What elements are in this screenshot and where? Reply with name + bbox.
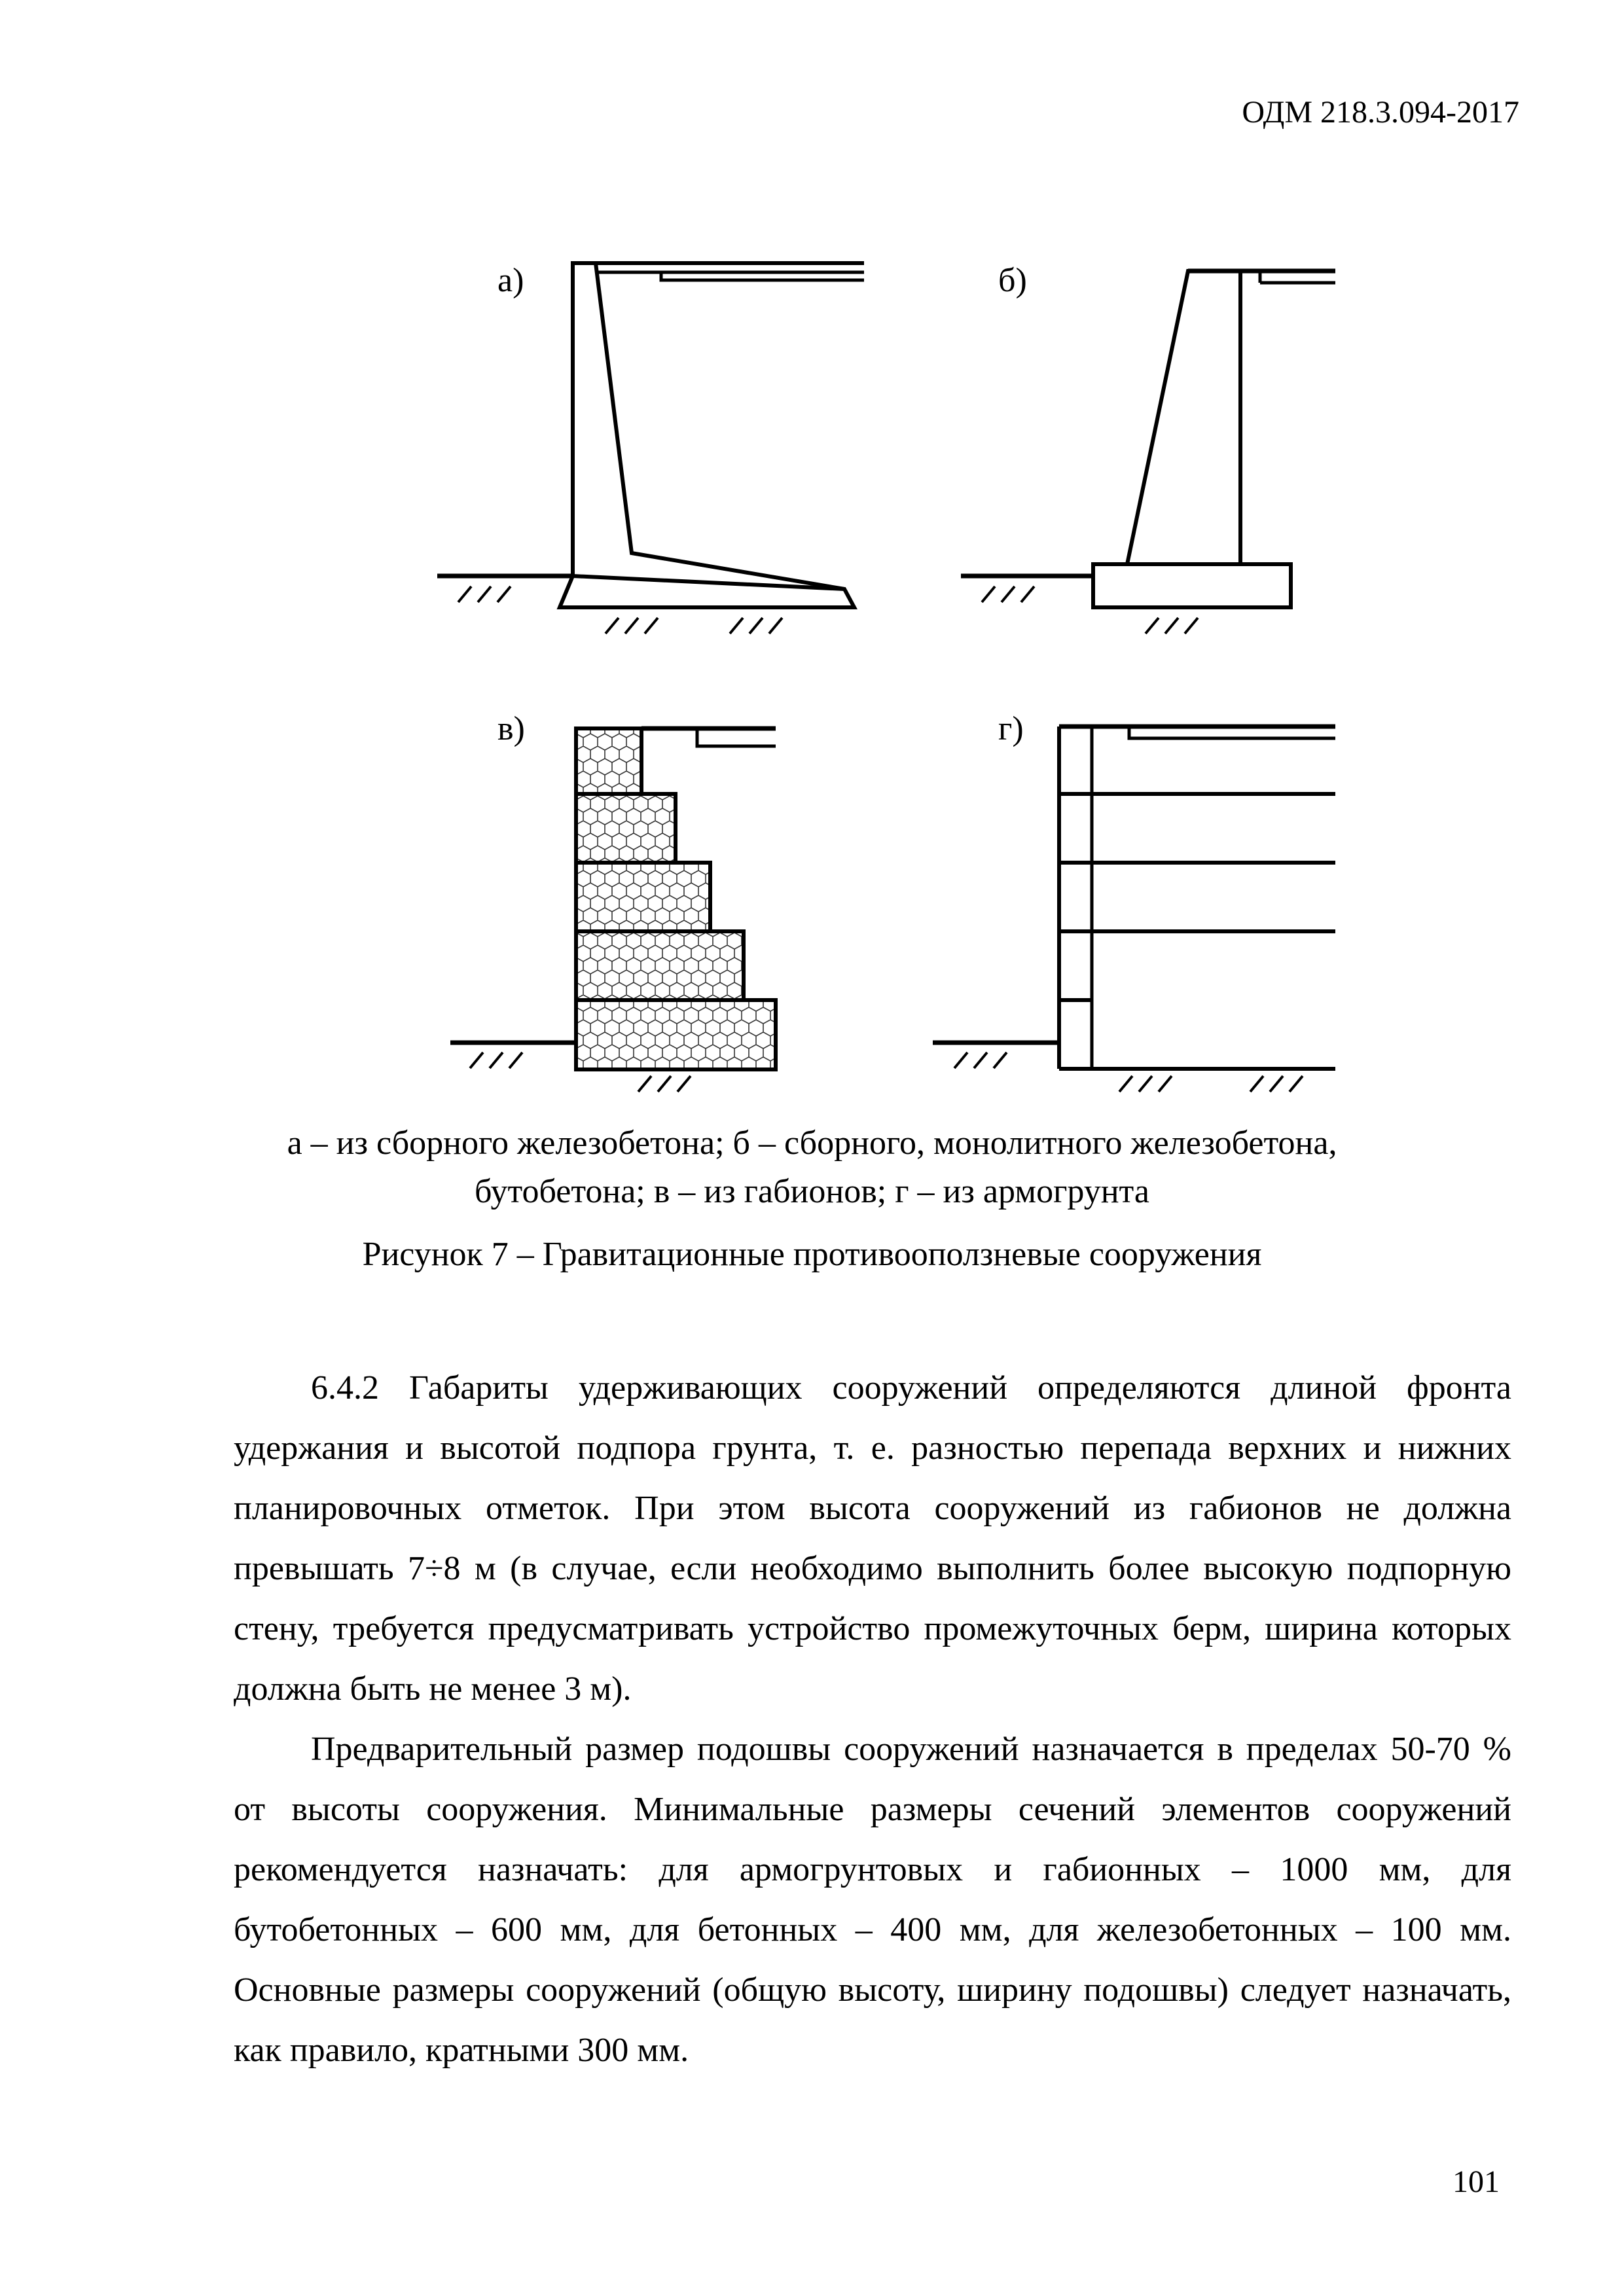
label-a: а) bbox=[497, 262, 524, 299]
label-b: б) bbox=[998, 262, 1027, 299]
panel-v-gabion-wall bbox=[450, 728, 776, 1092]
paragraph-6-4-2: 6.4.2 Габариты удерживающих сооружений определяются длиной фронта удержания и высотой подпора грунта, т. е. разностью перепада верхних и нижних планировочных отметок. При этом высота сооружений из габионов не должна превышать 7÷8 м (в случае, если необходимо выполнить более высокую подпорную стену, требуется предусматривать устройство промежуточных берм, ширина которых должна быть не менее 3 м). bbox=[234, 1369, 1511, 1708]
panel-a-precast-wall bbox=[437, 263, 864, 634]
figure-7 bbox=[0, 0, 1624, 1113]
label-v: в) bbox=[497, 710, 525, 747]
retaining-structures-drawing bbox=[0, 0, 1624, 1113]
legend-line-1: а – из сборного железобетона; б – сборного, монолитного железобетона, bbox=[287, 1124, 1337, 1162]
panel-g-reinforced-soil bbox=[933, 726, 1335, 1092]
paragraph-base-size: Предварительный размер подошвы сооружений назначается в пределах 50-70 % от высоты сооружения. Минимальные размеры сечений элементов сооружений рекомендуется назначать: для армогрунтовых и габионных – 1000 мм, для бутобетонных – 600 мм, для бетонных – 400 мм, для железобетонных – 100 мм. Основные размеры сооружений (общую высоту, ширину подошвы) следует назначать, как правило, кратными 300 мм. bbox=[234, 1731, 1511, 2069]
body-text bbox=[234, 1358, 1511, 2081]
panel-b-monolithic-wall bbox=[961, 271, 1335, 634]
figure-legend bbox=[196, 1119, 1428, 1216]
document-code: ОДМ 218.3.094-2017 bbox=[1242, 95, 1519, 130]
figure-title: Рисунок 7 – Гравитационные противооползневые сооружения bbox=[362, 1236, 1262, 1273]
label-g: г) bbox=[998, 710, 1024, 747]
page-number: 101 bbox=[1453, 2164, 1500, 2199]
legend-line-2: бутобетона; в – из габионов; г – из армогрунта bbox=[474, 1173, 1149, 1210]
